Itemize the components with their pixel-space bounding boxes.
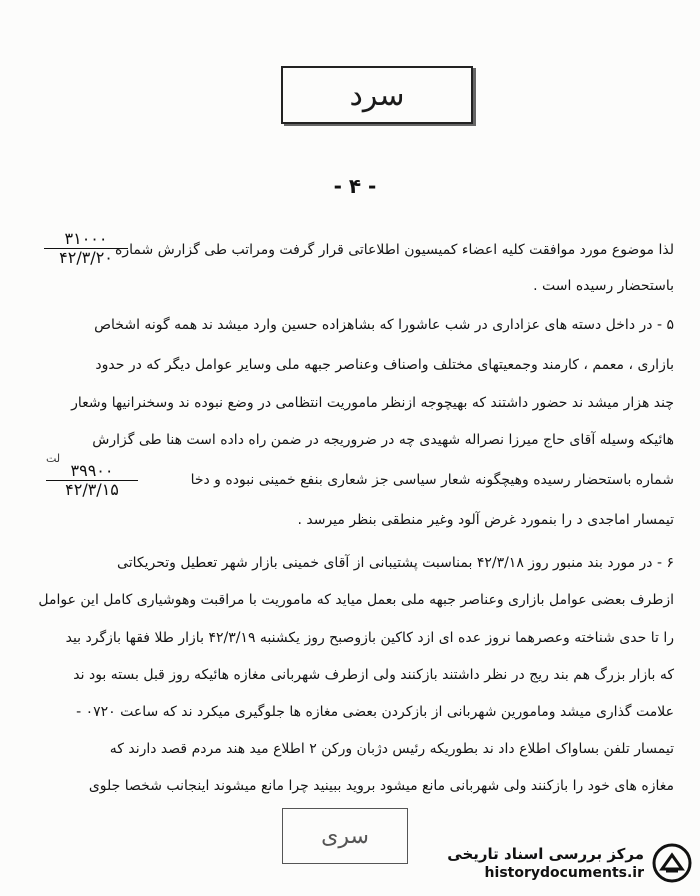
stamp-text: سرد bbox=[349, 77, 405, 113]
body-line-4: بازاری ، معمم ، کارمند وجمعیتهای مختلف واصناف وعناصر جبهه ملی وسایر عوامل دیگر که در حدود bbox=[95, 357, 674, 373]
logo-url: historydocuments.ir bbox=[484, 865, 644, 881]
report-reference-1 bbox=[44, 230, 128, 267]
body-line-8: تیمسار اماجدی د را بنمورد غرض آلود وغیر منطقی بنظر میرسد . bbox=[297, 512, 674, 528]
body-line-1: لذا موضوع مورد موافقت کلیه اعضاء کمیسیون اطلاعاتی قرار گرفت ومراتب طی گزارش شماره bbox=[114, 242, 674, 258]
body-line-9: ۶ - در مورد بند منبور روز ۴۲/۳/۱۸ بمناسبت پشتیبانی از آقای خمینی بازار شهر تعطیل وتحریکاتی bbox=[117, 555, 674, 571]
body-line-3: ۵ - در داخل دسته های عزاداری در شب عاشورا که بشاهزاده حسین وارد میشد ند همه گونه اشخاص bbox=[94, 317, 674, 333]
book-emblem-icon bbox=[652, 843, 692, 883]
reference-date: ۴۲/۳/۱۵ bbox=[65, 480, 119, 499]
stamp-text: سری bbox=[321, 823, 369, 849]
body-line-14: تیمسار تلفن بساواک اطلاع داد ند بطوریکه رئیس دژبان ورکن ۲ اطلاع مید هند مردم قصد دارند که bbox=[109, 741, 674, 757]
body-line-13: علامت گذاری میشد ومامورین شهربانی از بازکردن بعضی مغازه ها جلوگیری میکرد ند که ساعت ۰۷۲۰ - bbox=[76, 704, 674, 720]
confidential-stamp-bottom bbox=[282, 808, 408, 864]
logo-text bbox=[447, 844, 644, 882]
body-line-15: مغازه های خود را بازکنند ولی شهربانی مانع میشود بروید ببینید چرا مانع میشوند اینجانب شخصا جلوی bbox=[88, 778, 674, 794]
margin-note: لت bbox=[46, 452, 61, 465]
body-line-6: هائیکه وسیله آقای حاج میرزا نصراله شهیدی چه در ضروریجه در ضمن راه داده است هنا طی گزارش bbox=[92, 432, 674, 448]
body-line-2: باستحضار رسیده است . bbox=[533, 278, 674, 294]
body-line-11: را تا حدی شناخته وعصرهما نروز عده ای ازد کاکین بازوصبح روز یکشنبه ۴۲/۳/۱۹ بازار طلا فقها بازگرد بید bbox=[65, 630, 674, 646]
page-number: - ۴ - bbox=[333, 174, 377, 198]
body-line-12: که بازار بزرگ هم بند ریج در نظر داشتند بازکنند ولی ازطرف شهربانی مغازه هائیکه روز قبل بسته بود ند bbox=[73, 667, 674, 683]
confidential-stamp-top bbox=[281, 66, 473, 124]
body-line-5: چند هزار میشد ند حضور داشتند که بهیچوجه ازنظر ماموریت انتظامی در وضع نبوده ند وسخنرانیها وشعار bbox=[71, 395, 674, 411]
reference-number: ۳۱۰۰۰ bbox=[44, 230, 128, 249]
body-line-10: ازطرف بعضی عوامل بازاری وعناصر جبهه ملی بعمل میاید که ماموریت با مراقبت وهوشیاری کامل این عوامل bbox=[38, 592, 674, 608]
reference-number: ۳۹۹۰۰ bbox=[46, 462, 138, 481]
body-line-7: شماره باستحضار رسیده وهیچگونه شعار سیاسی جز شعاری بنفع خمینی نبوده و دخا bbox=[190, 472, 674, 488]
archive-logo bbox=[414, 836, 692, 890]
logo-title: مرکز بررسی اسناد تاریخی bbox=[447, 845, 644, 863]
reference-date: ۴۲/۳/۲۰ bbox=[59, 248, 113, 267]
report-reference-2 bbox=[46, 462, 138, 499]
